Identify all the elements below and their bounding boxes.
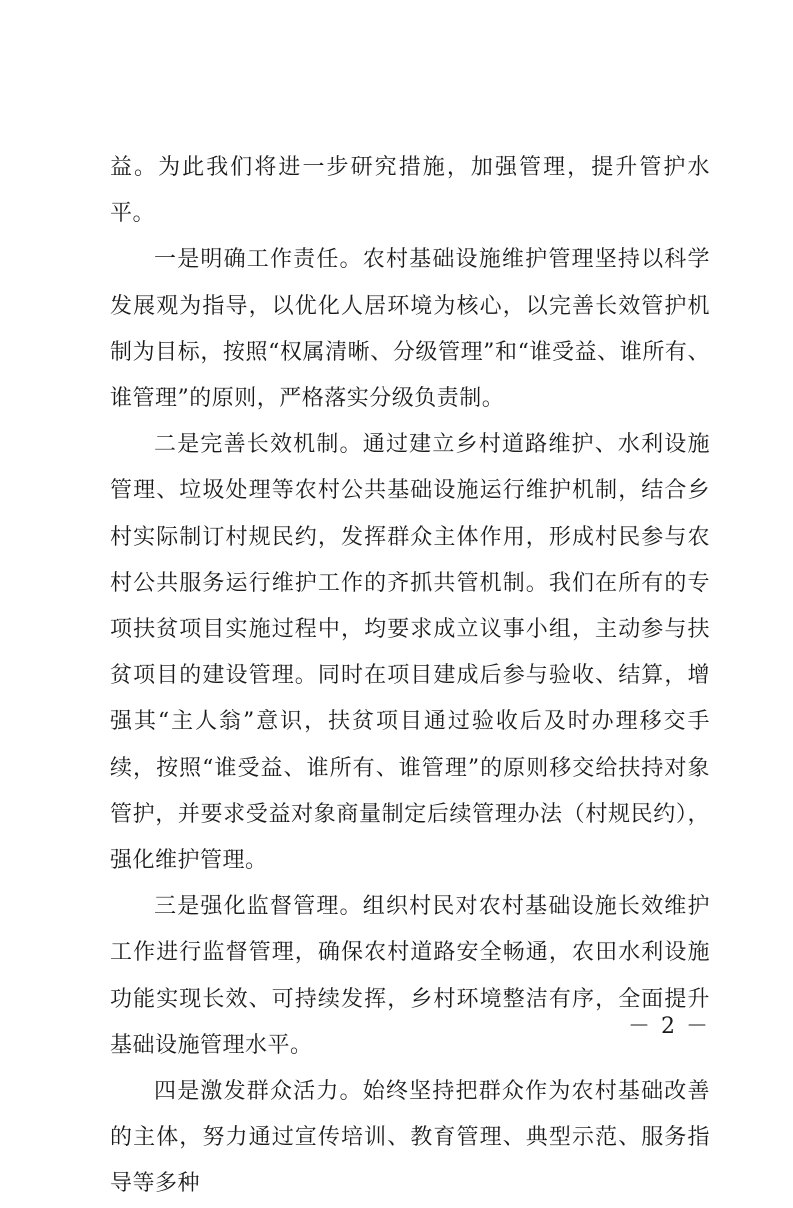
page-number: － 2 － [628, 1014, 710, 1039]
paragraph-long-term-mechanism: 二是完善长效机制。通过建立乡村道路维护、水利设施管理、垃圾处理等农村公共基础设施运行维护机制，结合乡村实际制订村规民约，发挥群众主体作用，形成村民参与农村公共服务运行维护工作的齐抓共管机制。我们在所有的专项扶贫项目实施过程中，均要求成立议事小组，主动参与扶贫项目的建设管理。同时在项目建成后参与验收、结算，增强其“主人翁”意识，扶贫项目通过验收后及时办理移交手续，按照“谁受益、谁所有、谁管理”的原则移交给扶持对象管护，并要求受益对象商量制定后续管理办法（村规民约），强化维护管理。 [110, 432, 710, 874]
paragraph-supervision: 三是强化监督管理。组织村民对农村基础设施长效维护工作进行监督管理，确保农村道路安全畅通，农田水利设施功能实现长效、可持续发挥，乡村环境整洁有序，全面提升基础设施管理水平。 [110, 894, 710, 1058]
paragraph-continuation: 益。为此我们将进一步研究措施，加强管理，提升管护水平。 [110, 155, 710, 227]
paragraph-mass-vitality: 四是激发群众活力。始终坚持把群众作为农村基础改善的主体，努力通过宣传培训、教育管理、典型示范、服务指导等多种 [110, 1079, 710, 1197]
paragraph-work-responsibility: 一是明确工作责任。农村基础设施维护管理坚持以科学发展观为指导，以优化人居环境为核心，以完善长效管护机制为目标，按照“权属清晰、分级管理”和“谁受益、谁所有、谁管理”的原则，严格落实分级负责制。 [110, 247, 710, 412]
document-body [110, 145, 710, 1208]
